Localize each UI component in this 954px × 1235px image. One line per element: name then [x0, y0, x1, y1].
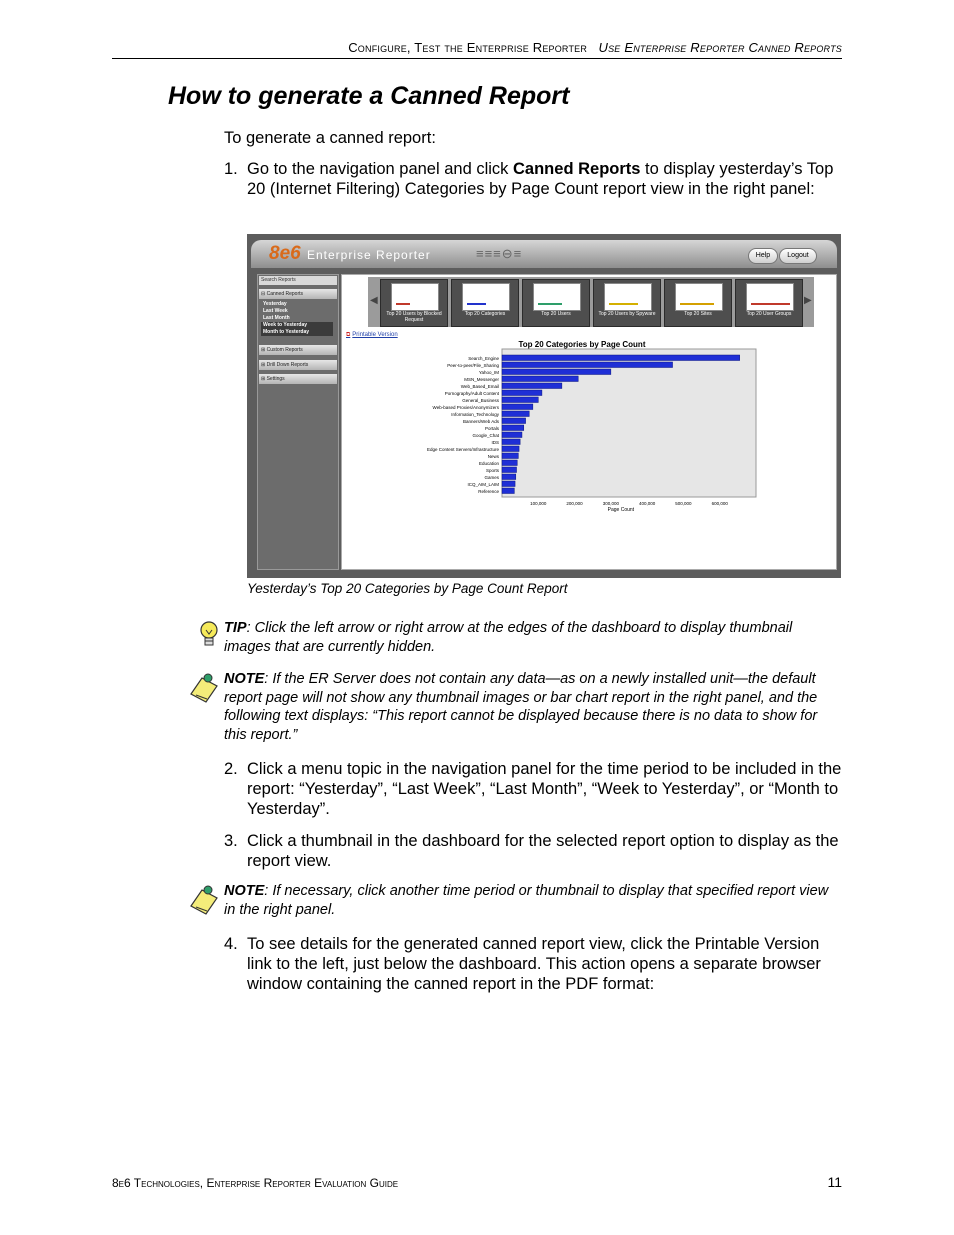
chart-bar	[502, 432, 522, 438]
thumbnail-chart-image	[604, 283, 652, 311]
chart-bar	[502, 425, 524, 431]
thumbnail-chart-image	[391, 283, 439, 311]
step-number: 3.	[224, 832, 238, 850]
chart-category-label: Banners/Web Ads	[463, 419, 499, 424]
chart-bar	[502, 404, 533, 410]
chart-bar	[502, 362, 673, 368]
chart-title: Top 20 Categories by Page Count	[518, 340, 646, 349]
chart-bar	[502, 439, 520, 445]
note-2-text: NOTE: If necessary, click another time period or thumbnail to display that specified report view in the right panel.	[224, 883, 829, 918]
report-thumbnail[interactable]	[380, 279, 448, 327]
note-1-text: NOTE: If the ER Server does not contain any data—as on a newly installed unit—the default report page will not show any thumbnail images or bar chart report in the right panel, and the following text displays: “This report cannot be displayed because there is no data to show for this report.”	[224, 671, 818, 743]
nav-canned-reports[interactable]: ⊟ Canned Reports	[259, 289, 337, 299]
chart-tick-label: 600,000	[711, 501, 728, 506]
pdf-icon: ⧉	[346, 332, 351, 338]
chart-bar	[502, 488, 514, 494]
chart-tick-label: 500,000	[675, 501, 692, 506]
note-icon	[188, 884, 220, 916]
header-chapter: Configure, Test the Enterprise Reporter	[348, 40, 588, 55]
chart-category-label: Pornography/Adult Content	[444, 391, 499, 396]
brand-logo: 8e6	[269, 243, 301, 264]
page-number: 11	[827, 1174, 842, 1190]
chart-category-label: Reference	[478, 489, 499, 494]
thumbnail-chart-image	[746, 283, 794, 311]
chart-bar	[502, 418, 526, 424]
app-name: Enterprise Reporter	[307, 248, 431, 262]
thumbnail-label: Top 20 Sites	[684, 311, 712, 317]
chart-category-label: News	[487, 454, 499, 459]
logout-button[interactable]: Logout	[779, 248, 817, 264]
intro-text: To generate a canned report:	[224, 129, 436, 147]
printable-version-link[interactable]: ⧉ Printable Version	[346, 332, 398, 338]
step-text: Go to the navigation panel and click Canned Reports to display yesterday’s Top 20 (Internet Filtering) Categories by Page Count report view in the right panel:	[247, 160, 834, 198]
report-thumbnail[interactable]	[522, 279, 590, 327]
chart-bar	[502, 397, 538, 403]
enterprise-reporter-screenshot	[247, 234, 841, 578]
app-signature-icon: ≡≡≡⊖≡	[476, 246, 523, 261]
chart-bar	[502, 453, 518, 459]
thumbnail-chart-image	[533, 283, 581, 311]
report-thumbnail[interactable]	[593, 279, 661, 327]
chart-tick-label: 300,000	[602, 501, 619, 506]
thumbnail-label: Top 20 User Groups	[746, 311, 792, 317]
help-button[interactable]: Help	[748, 248, 778, 264]
search-reports-input[interactable]: Search Reports	[259, 276, 337, 285]
chart-category-label: Edge Content Servers/Infrastructure	[426, 447, 499, 452]
chart-bar	[502, 376, 578, 382]
chart-bar	[502, 467, 517, 473]
chart-category-label: Yahoo_IM	[478, 370, 499, 375]
bar-chart	[342, 335, 836, 567]
chart-category-label: Web-based Proxies/Anonymizers	[432, 405, 499, 410]
thumbnail-label: Top 20 Users	[541, 311, 571, 317]
footer-title: 8e6 Technologies, Enterprise Reporter Evaluation Guide	[112, 1176, 399, 1190]
nav-drill-down-reports[interactable]: ⊞ Drill Down Reports	[259, 360, 337, 370]
chart-category-label: MSN_Messenger	[464, 377, 499, 382]
nav-item-last-week[interactable]: Last Week	[263, 308, 288, 314]
chart-bar	[502, 390, 542, 396]
chart-tick-label: 200,000	[566, 501, 583, 506]
chart-bar	[502, 355, 740, 361]
nav-item-week-to-yesterday[interactable]: Week to Yesterday	[261, 322, 333, 329]
step-1	[224, 159, 842, 199]
report-thumbnail[interactable]	[735, 279, 803, 327]
chart-category-label: Information_Technology	[451, 412, 499, 417]
chart-category-label: Web_Based_Email	[460, 384, 499, 389]
chart-bar	[502, 474, 516, 480]
dashboard-right-arrow-icon[interactable]: ▶	[804, 295, 812, 306]
note-icon	[188, 672, 220, 704]
nav-custom-reports[interactable]: ⊞ Custom Reports	[259, 345, 337, 355]
chart-x-axis-label: Page Count	[607, 507, 635, 513]
thumbnail-label: Top 20 Categories	[464, 311, 506, 317]
dashboard	[368, 277, 814, 327]
chart-bar	[502, 446, 519, 452]
chart-bar	[502, 383, 562, 389]
chart-category-label: Search_Engine	[468, 356, 499, 361]
report-thumbnail[interactable]	[664, 279, 732, 327]
thumbnail-chart-image	[675, 283, 723, 311]
step-number: 4.	[224, 935, 238, 953]
chart-bar	[502, 460, 517, 466]
dashboard-left-arrow-icon[interactable]: ◀	[370, 295, 378, 306]
step-number: 1.	[224, 160, 238, 178]
chart-bar	[502, 481, 515, 487]
chart-category-label: Peer-to-peer/File_Sharing	[447, 363, 499, 368]
navigation-panel	[257, 274, 339, 570]
header-rule	[112, 58, 842, 59]
tip-text: TIP: Click the left arrow or right arrow at the edges of the dashboard to display thumbnail images that are currently hidden.	[224, 620, 793, 655]
nav-item-yesterday[interactable]: Yesterday	[263, 301, 287, 307]
chart-category-label: IDS	[491, 440, 499, 445]
thumbnail-label: Top 20 Users by Blocked Request	[386, 311, 442, 323]
step-4	[224, 934, 842, 994]
step-text: To see details for the generated canned report view, click the Printable Version link to the left, just below the dashboard. This action opens a separate browser window containing the canned report in the PDF format:	[247, 935, 821, 993]
chart-category-label: Google_Chat	[472, 433, 499, 438]
step-3	[224, 831, 842, 871]
chart-bar	[502, 411, 529, 417]
chart-tick-label: 100,000	[530, 501, 547, 506]
nav-settings[interactable]: ⊞ Settings	[259, 374, 337, 384]
chart-category-label: Education	[478, 461, 499, 466]
chart-category-label: Sports	[485, 468, 499, 473]
thumbnail-label: Top 20 Users by Spyware	[598, 311, 656, 317]
chart-category-label: Portals	[484, 426, 499, 431]
figure-caption: Yesterday’s Top 20 Categories by Page Count Report	[247, 581, 568, 596]
report-thumbnail[interactable]	[451, 279, 519, 327]
report-panel	[341, 274, 837, 570]
thumbnail-chart-image	[462, 283, 510, 311]
chart-category-label: ICQ_AIM_LAIM	[467, 482, 499, 487]
nav-item-last-month[interactable]: Last Month	[263, 315, 290, 321]
step-number: 2.	[224, 760, 238, 778]
app-title-bar	[251, 240, 837, 268]
chart-category-label: Games	[484, 475, 499, 480]
page-title: How to generate a Canned Report	[168, 82, 570, 110]
chart-tick-label: 400,000	[639, 501, 656, 506]
chart-category-label: General_Business	[462, 398, 499, 403]
lightbulb-icon	[198, 620, 220, 650]
chart-bar	[502, 369, 611, 375]
step-2	[224, 759, 842, 819]
header-section: Use Enterprise Reporter Canned Reports	[598, 40, 842, 55]
nav-item-month-to-yesterday[interactable]: Month to Yesterday	[261, 329, 333, 336]
running-header	[112, 40, 842, 55]
step-text: Click a menu topic in the navigation panel for the time period to be included in the report: “Yesterday”, “Last Week”, “Last Month”, “Week to Yesterday”, or “Month to Yesterday”.	[247, 760, 842, 818]
step-text: Click a thumbnail in the dashboard for the selected report option to display as the report view.	[247, 832, 839, 870]
